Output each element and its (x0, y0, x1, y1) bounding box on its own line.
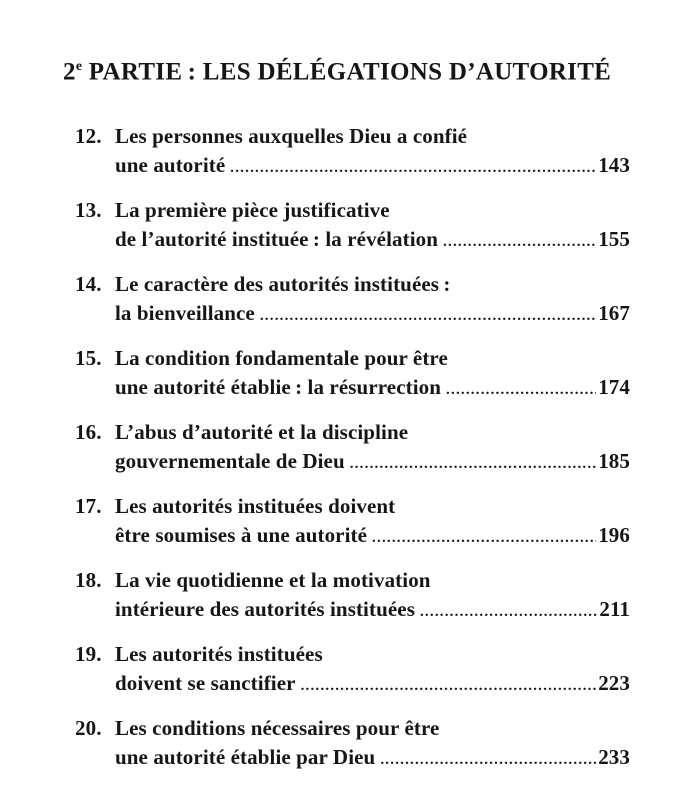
toc-entry-line2 (115, 669, 630, 701)
toc-entry-title-line1: Les conditions nécessaires pour être (115, 716, 440, 741)
toc-entry-body (115, 714, 630, 775)
toc-entry (75, 196, 630, 257)
dot-leader (380, 746, 596, 775)
toc-entry-line2 (115, 447, 630, 479)
toc-entry (75, 122, 630, 183)
toc-entry-number: 18. (75, 568, 102, 593)
toc-entry-title-line2: de l’autorité instituée : la révélation (115, 227, 439, 252)
dot-leader (372, 524, 596, 553)
toc-entry-page-number: 196 (598, 523, 630, 548)
toc-entry-body (115, 122, 630, 183)
dot-leader (230, 154, 596, 183)
toc-entry-page-number: 143 (598, 153, 630, 178)
toc-entry (75, 640, 630, 701)
toc-entry (75, 418, 630, 479)
dot-leader (420, 598, 597, 627)
toc-entry-title-line1: L’abus d’autorité et la discipline (115, 420, 409, 445)
toc-entry-page-number: 223 (598, 671, 630, 696)
toc-entry-body (115, 640, 630, 701)
toc-entry-body (115, 418, 630, 479)
toc-entry-line2 (115, 743, 630, 775)
toc-entry-line2 (115, 595, 630, 627)
toc-entry (75, 714, 630, 775)
dot-leader (443, 228, 596, 257)
toc-entry-line2 (115, 151, 630, 183)
dot-leader (446, 376, 596, 405)
toc-entry-line2 (115, 521, 630, 553)
toc-entry-title-line1: La première pièce justificative (115, 198, 390, 223)
toc-entry-number: 20. (75, 716, 102, 741)
toc-entry-title-line2: doivent se sanctifier (115, 671, 296, 696)
toc-entry-line2 (115, 373, 630, 405)
part-ordinal-superscript: e (75, 58, 83, 73)
toc-entry-number: 12. (75, 124, 102, 149)
toc-list (63, 122, 630, 775)
toc-entry-title-line2: être soumises à une autorité (115, 523, 368, 548)
toc-entry-number: 17. (75, 494, 102, 519)
dot-leader (301, 672, 597, 701)
toc-entry (75, 344, 630, 405)
part-number: 2 (63, 58, 76, 86)
toc-entry-line2 (115, 225, 630, 257)
part-title-text: PARTIE : LES DÉLÉGATIONS D’AUTORITÉ (82, 58, 612, 86)
toc-entry-body (115, 566, 630, 627)
toc-entry (75, 492, 630, 553)
toc-entry-title-line1: La condition fondamentale pour être (115, 346, 448, 371)
toc-entry-title-line2: intérieure des autorités instituées (115, 597, 415, 622)
toc-entry-body (115, 270, 630, 331)
toc-entry-body (115, 196, 630, 257)
toc-entry-title-line2: une autorité (115, 153, 226, 178)
toc-entry-title-line1: Les personnes auxquelles Dieu a confié (115, 124, 468, 149)
toc-entry-body (115, 492, 630, 553)
toc-entry-title-line2: une autorité établie par Dieu (115, 745, 376, 770)
toc-entry (75, 566, 630, 627)
toc-entry-title-line1: Les autorités instituées (115, 642, 323, 667)
toc-entry-title-line2: la bienveillance (115, 301, 255, 326)
toc-entry-title-line2: gouvernementale de Dieu (115, 449, 345, 474)
toc-entry-number: 14. (75, 272, 102, 297)
toc-entry-page-number: 167 (598, 301, 630, 326)
toc-entry-body (115, 344, 630, 405)
toc-entry-title-line2: une autorité établie : la résurrection (115, 375, 442, 400)
dot-leader (260, 302, 596, 331)
toc-entry-page-number: 233 (598, 745, 630, 770)
toc-entry-page-number: 155 (598, 227, 630, 252)
toc-entry-page-number: 185 (598, 449, 630, 474)
toc-entry-page-number: 211 (599, 597, 630, 622)
toc-entry-number: 19. (75, 642, 102, 667)
toc-entry-title-line1: Les autorités instituées doivent (115, 494, 396, 519)
toc-entry-title-line1: La vie quotidienne et la motivation (115, 568, 431, 593)
toc-entry-number: 13. (75, 198, 102, 223)
toc-entry-number: 16. (75, 420, 102, 445)
toc-entry-page-number: 174 (598, 375, 630, 400)
toc-entry-title-line1: Le caractère des autorités instituées : (115, 272, 451, 297)
dot-leader (350, 450, 596, 479)
toc-entry-number: 15. (75, 346, 102, 371)
part-title (63, 58, 630, 86)
toc-entry (75, 270, 630, 331)
toc-entry-line2 (115, 299, 630, 331)
